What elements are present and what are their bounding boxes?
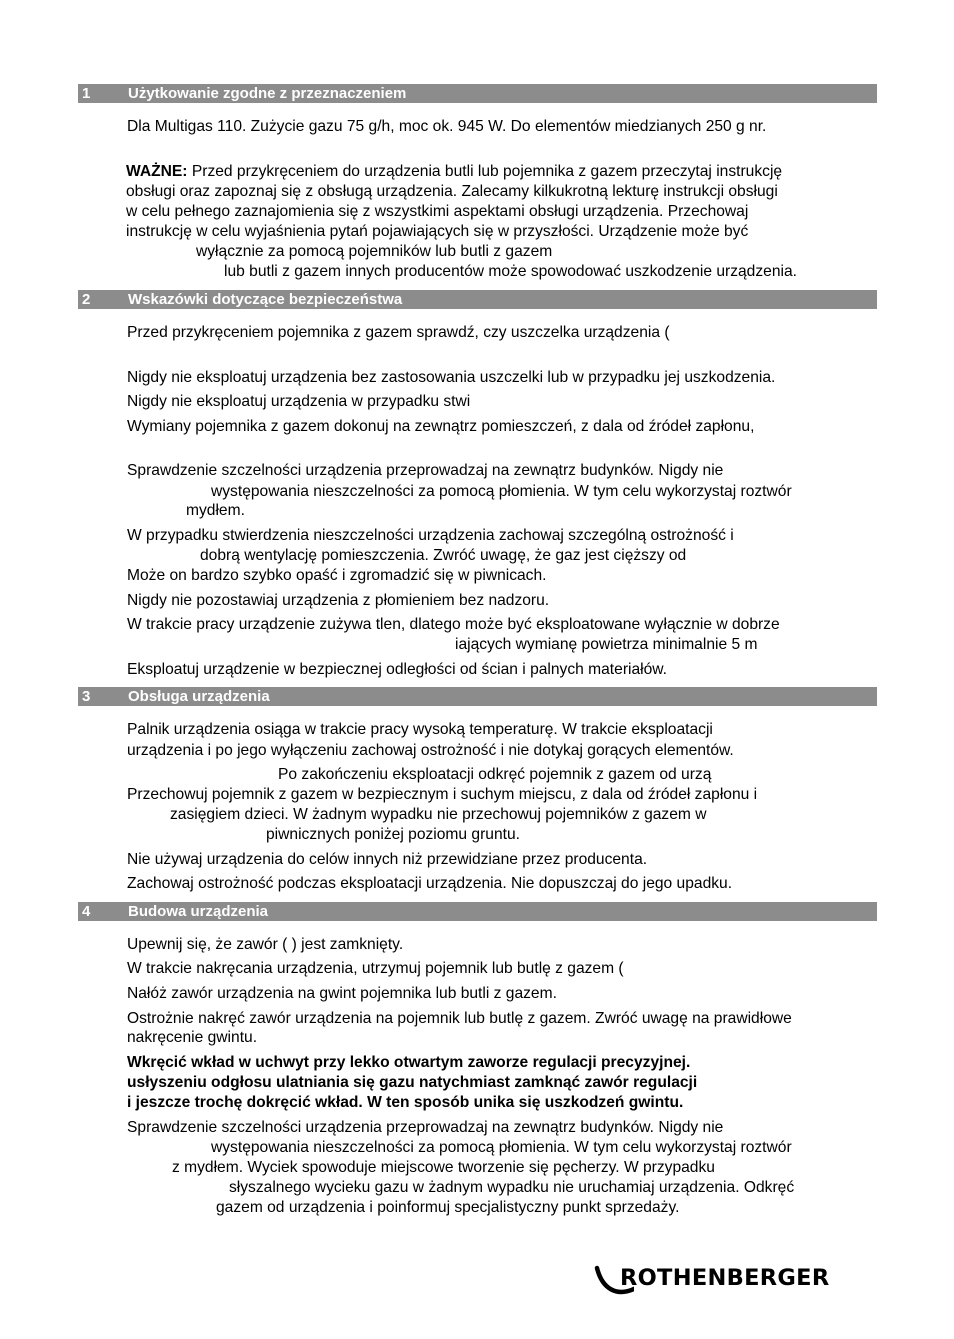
paragraph-line: Wymiany pojemnika z gazem dokonuj na zewnątrz pomieszczeń, z dala od źródeł zapłonu, [127,418,755,435]
paragraph-line: Ostrożnie nakręć zawór urządzenia na pojemnik lub butlę z gazem. Zwróć uwagę na prawidłowe [127,1010,792,1027]
section-number: 1 [82,85,91,102]
paragraph-line: Palnik urządzenia osiąga w trakcie pracy wysoką temperaturę. W trakcie eksploatacji [127,721,713,738]
section-header-2 [78,290,877,309]
paragraph-line: Sprawdzenie szczelności urządzenia przeprowadzaj na zewnątrz budynków. Nigdy nie [127,462,724,479]
paragraph-line: instrukcję w celu wyjaśnienia pytań pojawiających się w przyszłości. Urządzenie może być [126,223,749,240]
section-header-4 [78,902,877,921]
bold-instruction-line: Wkręcić wkład w uchwyt przy lekko otwartym zaworze regulacji precyzyjnej. [127,1054,691,1071]
paragraph-line: gazem od urządzenia i poinformuj specjalistyczny punkt sprzedaży. [216,1199,680,1216]
paragraph-line: Nałóż zawór urządzenia na gwint pojemnika lub butli z gazem. [127,985,557,1002]
paragraph-line: Nie używaj urządzenia do celów innych niż przewidziane przez producenta. [127,851,648,868]
paragraph-line: Po zakończeniu eksploatacji odkręć pojemnik z gazem od urzą [278,766,712,783]
paragraph-line: Sprawdzenie szczelności urządzenia przeprowadzaj na zewnątrz budynków. Nigdy nie [127,1119,724,1136]
paragraph-line: w celu pełnego zaznajomienia się z wszystkimi aspektami obsługi urządzenia. Przechowaj [126,203,749,220]
paragraph-line: mydłem. [186,502,245,519]
paragraph-line: z mydłem. Wyciek spowoduje miejscowe tworzenie się pęcherzy. W przypadku [172,1159,715,1176]
paragraph-line: dobrą wentylację pomieszczenia. Zwróć uwagę, że gaz jest cięższy od [200,547,687,564]
paragraph-line: Upewnij się, że zawór ( ) jest zamknięty. [127,936,404,953]
rothenberger-logo [594,1262,830,1298]
paragraph-line: zasięgiem dzieci. W żadnym wypadku nie przechowuj pojemników z gazem w [170,806,707,823]
paragraph-line: Eksploatuj urządzenie w bezpiecznej odległości od ścian i palnych materiałów. [127,661,668,678]
paragraph-line: Nigdy nie eksploatuj urządzenia w przypadku stwi [127,393,471,410]
paragraph-line: W przypadku stwierdzenia nieszczelności urządzenia zachowaj szczególną ostrożność i [127,527,734,544]
paragraph-line: występowania nieszczelności za pomocą płomienia. W tym celu wykorzystaj roztwór [211,1139,792,1156]
paragraph-line: słyszalnego wycieku gazu w żadnym wypadku nie uruchamiaj urządzenia. Odkręć [229,1179,795,1196]
paragraph-line: urządzenia i po jego wyłączeniu zachowaj ostrożność i nie dotykaj gorących elementów. [127,742,734,759]
logo-text: ROTHENBERGER [620,1265,830,1291]
paragraph-line: Nigdy nie eksploatuj urządzenia bez zastosowania uszczelki lub w przypadku jej uszkodzenia. [127,369,776,386]
paragraph-line [126,162,782,182]
paragraph-line: Przed przykręceniem pojemnika z gazem sprawdź, czy uszczelka urządzenia ( [127,324,670,341]
section-header-3 [78,687,877,706]
section-number: 3 [82,688,91,705]
paragraph-text: Przed przykręceniem do urządzenia butli lub pojemnika z gazem przeczytaj instrukcję [191,163,783,180]
paragraph-line: lub butli z gazem innych producentów może spowodować uszkodzenie urządzenia. [224,263,797,280]
section-number: 4 [82,903,91,920]
section-header-1 [78,84,877,103]
paragraph-line: W trakcie pracy urządzenie zużywa tlen, dlatego może być eksploatowane wyłącznie w dobrze [127,616,780,633]
paragraph-line: nakręcenie gwintu. [127,1029,258,1046]
paragraph-line: Może on bardzo szybko opaść i zgromadzić się w piwnicach. [127,567,547,584]
paragraph-line: obsługi oraz zapoznaj się z obsługą urządzenia. Zalecamy kilkukrotną lekturę instrukcji obsługi [126,183,778,200]
bold-instruction-line: usłyszeniu odgłosu ulatniania się gazu natychmiast zamknąć zawór regulacji [127,1074,698,1091]
bold-instruction-line: i jeszcze trochę dokręcić wkład. W ten sposób unika się uszkodzeń gwintu. [127,1094,684,1111]
section-title: Wskazówki dotyczące bezpieczeństwa [128,291,403,308]
paragraph-line: Nigdy nie pozostawiaj urządzenia z płomieniem bez nadzoru. [127,592,550,609]
important-label: WAŻNE: [126,163,188,180]
paragraph-line: piwnicznych poniżej poziomu gruntu. [266,826,520,843]
paragraph-line: Dla Multigas 110. Zużycie gazu 75 g/h, moc ok. 945 W. Do elementów miedzianych 250 g nr. [127,118,767,135]
paragraph-line: iających wymianę powietrza minimalnie 5 m [455,636,758,653]
section-title: Budowa urządzenia [128,903,269,920]
paragraph-line: W trakcie nakręcania urządzenia, utrzymuj pojemnik lub butlę z gazem ( [127,960,624,977]
section-number: 2 [82,291,91,308]
section-title: Użytkowanie zgodne z przeznaczeniem [128,85,407,102]
paragraph-line: Zachowaj ostrożność podczas eksploatacji urządzenia. Nie dopuszczaj do jego upadku. [127,875,733,892]
section-title: Obsługa urządzenia [128,688,270,705]
paragraph-line: Przechowuj pojemnik z gazem w bezpiecznym i suchym miejscu, z dala od źródeł zapłonu i [127,786,758,803]
paragraph-line: wyłącznie za pomocą pojemników lub butli z gazem [196,243,553,260]
paragraph-line: występowania nieszczelności za pomocą płomienia. W tym celu wykorzystaj roztwór [211,483,792,500]
